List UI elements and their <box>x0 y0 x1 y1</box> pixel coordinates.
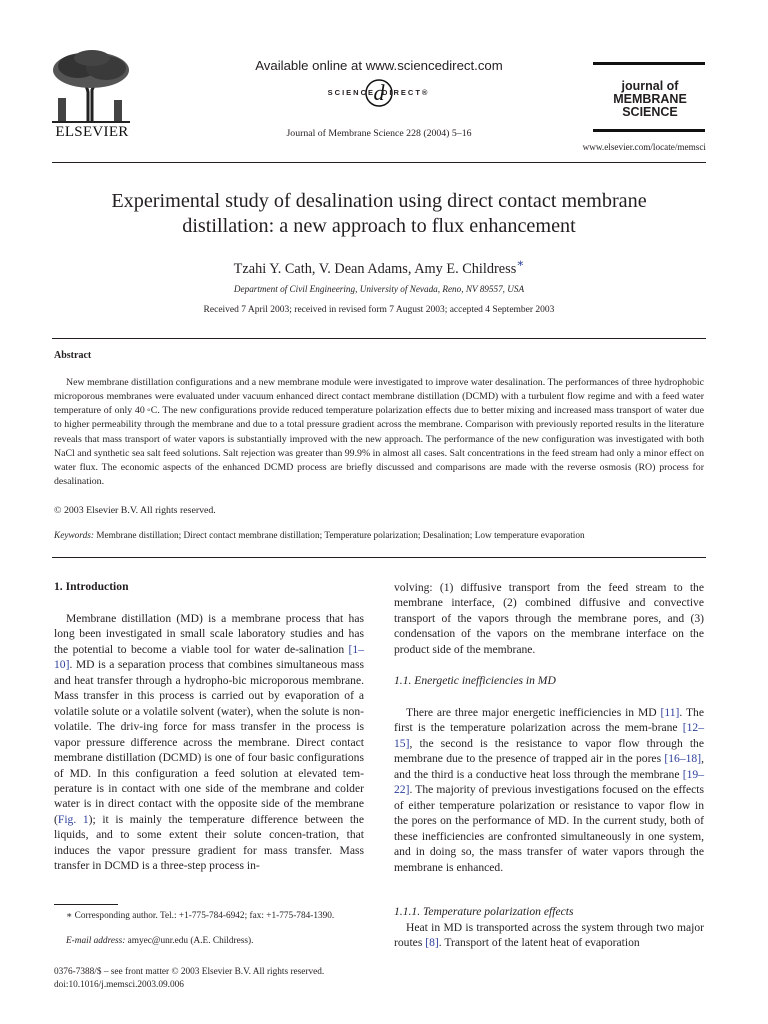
subsection-heading-energetic: 1.1. Energetic inefficiencies in MD <box>394 674 556 687</box>
keywords <box>54 531 704 541</box>
figure-link[interactable]: Fig. 1 <box>57 812 89 826</box>
text-run: . MD is a separation process that combines simultaneous mass and heat transfer through a hydropho-bic microporous membrane. Mass transfer in this process is carried out by evaporation of a volatile solute or a volatile solvent (water), when the solute is non-volatile. The driv-ing force for mass transfer in the process is vapor pressure difference across the membrane. Direct contact membrane distillation (DCMD) is one of four basic configurations of MD. In this configuration a feed solution at elevated tem-perature is in contact with one side of the membrane and colder water is in direct contact with the opposite side of the membrane ( <box>54 658 364 826</box>
introduction-continued: volving: (1) diffusive transport from the feed stream to the membrane interface, (2) combined diffusive and convective transport of the vapors through the membrane pores, and (3) condensation of the vapors on the membrane interface on the product side of the membrane. <box>394 581 704 656</box>
title-line-2: distillation: a new approach to flux enhancement <box>182 215 576 237</box>
text-run: , the second is the resistance to vapor flow through the membrane due to the presence of trapped air in the pores <box>394 736 704 766</box>
section-heading-introduction: 1. Introduction <box>54 580 129 593</box>
available-online-text: Available online at www.sciencedirect.com <box>255 58 503 73</box>
journal-box-top-bar <box>593 62 705 65</box>
reference-link[interactable]: [16–18] <box>664 752 702 766</box>
text-run: There are three major energetic inefficiencies in MD <box>406 706 661 719</box>
text-run: . The first is the temperature polarization across the mem-brane <box>394 706 704 735</box>
corresponding-author-mark[interactable]: ∗ <box>516 256 525 270</box>
sciencedirect-logo <box>200 78 558 108</box>
temperature-polarization-paragraph <box>394 920 704 951</box>
journal-box-bottom-bar <box>593 129 705 132</box>
energetic-paragraph <box>394 705 704 875</box>
reference-link[interactable]: [1–10] <box>54 642 364 672</box>
journal-title-line3: SCIENCE <box>622 105 678 119</box>
sciencedirect-right-text: DIRECT® <box>382 88 430 97</box>
keywords-divider <box>52 557 706 558</box>
email-address[interactable]: amyec@unr.edu (A.E. Childress). <box>125 936 254 946</box>
abstract-divider <box>52 338 706 339</box>
issn-line: 0376-7388/$ – see front matter © 2003 Elsevier B.V. All rights reserved. <box>54 967 325 977</box>
reference-link[interactable]: [8] <box>425 936 439 950</box>
journal-citation: Journal of Membrane Science 228 (2004) 5–16 <box>286 128 472 139</box>
journal-url[interactable]: www.elsevier.com/locate/memsci <box>582 142 706 152</box>
abstract-copyright: © 2003 Elsevier B.V. All rights reserved. <box>54 505 216 516</box>
text-run: ); it is mainly the temperature difference between the liquids, and to some extent their solute concen-tration, that induces the vapor pressure gradient for mass transfer. Mass transfer in DCMD is a three-step process in- <box>54 812 364 873</box>
reference-link[interactable]: [12–15] <box>394 721 704 750</box>
corresponding-author-footnote: ∗ Corresponding author. Tel.: +1-775-784-6942; fax: +1-775-784-1390. <box>66 911 335 921</box>
email-footnote <box>66 935 366 947</box>
text-run: . The majority of previous investigations focused on the effects of either temperature polarization or resistance to vapor flow in the pores on the performance of MD. In the current study, both of these inefficiencies are confronted simultaneously in one system, and in doing so, the mass transfer of water vapors through the membrane is enhanced. <box>394 783 704 874</box>
article-title <box>60 189 698 239</box>
author-names: Tzahi Y. Cath, V. Dean Adams, Amy E. Childress <box>233 260 517 277</box>
authors <box>60 256 698 278</box>
email-label: E-mail address: <box>66 936 126 946</box>
journal-title-line1: journal of <box>621 79 679 93</box>
sciencedirect-left-text: SCIENCE <box>327 88 375 97</box>
title-line-1: Experimental study of desalination using direct contact membrane <box>111 190 647 212</box>
keywords-list: Membrane distillation; Direct contact membrane distillation; Temperature polarization; Desalination; Low temperature evaporation <box>96 531 585 541</box>
introduction-paragraph <box>54 611 364 874</box>
publisher-name: ELSEVIER <box>55 124 129 140</box>
abstract-text: New membrane distillation configurations and a new membrane module were investigated to improve water desalination. The performances of three hydrophobic microporous membranes were evaluated under vacuum enhanced direct contact membrane distillation (DCMD) with a turbulent flow regime and with a feed water temperature of only 40 ◦C. The new configurations provide reduced temperature polarization effects due to better mixing and increased mass transport of water due to higher permeability through the membrane and due to a total pressure gradient across the membrane. Comparison with previously reported results in the literature reveals that mass transport of water vapors is substantially improved with the new approach. The performance of the new configuration was investigated with both NaCl and synthetic sea salt feed solutions. Salt rejection was greater than 99.9% in almost all cases. Salt concentrations in the feed stream had only a minor effect on water flux. The economic aspects of the enhanced DCMD process are briefly discussed and comparisons are made with the reverse osmosis (RO) process for desalination. <box>54 377 704 488</box>
abstract-heading: Abstract <box>54 350 92 361</box>
reference-link[interactable]: [11] <box>660 706 680 719</box>
text-run: Membrane distillation (MD) is a membrane process that has long been investigated in small scale laboratory studies and has the potential to become a viable tool for water de-salination <box>54 612 364 656</box>
svg-text:d: d <box>373 80 385 105</box>
elsevier-tree-logo <box>48 48 134 124</box>
affiliation: Department of Civil Engineering, University of Nevada, Reno, NV 89557, USA <box>233 284 525 294</box>
reference-link[interactable]: [19–22] <box>394 767 704 797</box>
header-divider <box>52 162 706 163</box>
footnote-divider <box>54 904 118 905</box>
journal-title-line2: MEMBRANE <box>613 92 687 106</box>
received-dates: Received 7 April 2003; received in revised form 7 August 2003; accepted 4 September 2003 <box>203 305 555 315</box>
text-run: , and the third is a conductive heat loss through the membrane <box>394 752 704 781</box>
keywords-label: Keywords: <box>54 531 94 541</box>
text-run: Heat in MD is transported across the system through two major routes <box>394 921 704 950</box>
doi-line[interactable]: doi:10.1016/j.memsci.2003.09.006 <box>54 980 184 990</box>
subsection-heading-temperature-polarization: 1.1.1. Temperature polarization effects <box>394 905 574 918</box>
text-run: . Transport of the latent heat of evaporation <box>438 936 640 950</box>
